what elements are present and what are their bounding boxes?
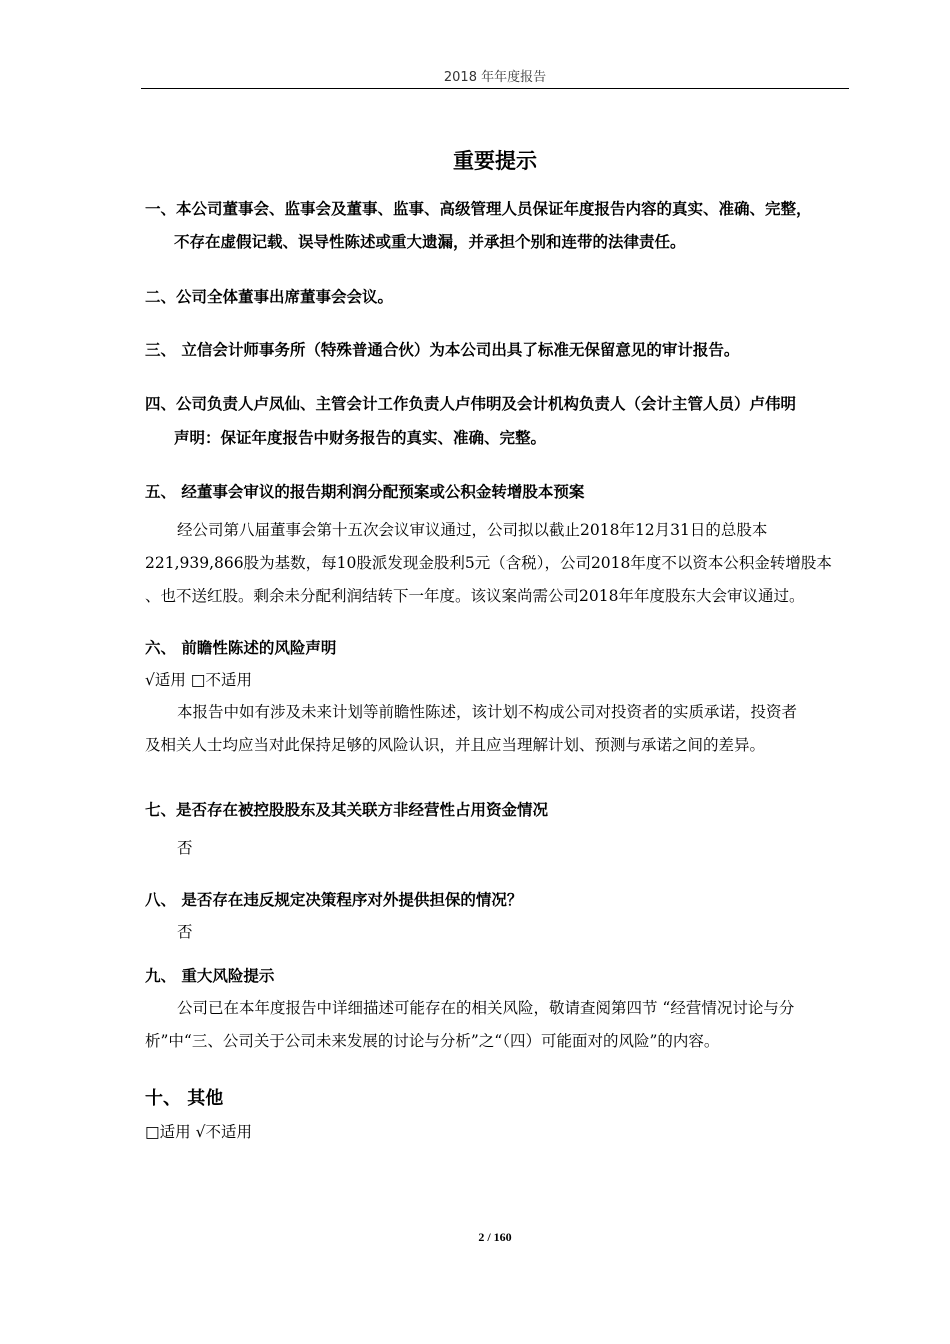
item-seven-heading: 七、是否存在被控股股东及其关联方非经营性占用资金情况 (145, 801, 549, 819)
item-one-line1: 一、本公司董事会、监事会及董事、监事、高级管理人员保证年度报告内容的真实、准确、完整， (145, 200, 812, 218)
item-five-line2: 221,939,866股为基数，每10股派发现金股利5元（含税），公司2018年度不以资本公积金转增股本 (145, 554, 832, 572)
item-seven-answer: 否 (177, 839, 193, 857)
item-six-line1: 本报告中如有涉及未来计划等前瞻性陈述，该计划不构成公司对投资者的实质承诺，投资者 (177, 703, 798, 721)
item-six-applicability: √适用 □不适用 (145, 671, 252, 689)
header-rule (141, 88, 849, 89)
item-three: 三、 立信会计师事务所（特殊普通合伙）为本公司出具了标准无保留意见的审计报告。 (145, 341, 740, 359)
item-five-line3: 、也不送红股。剩余未分配利润结转下一年度。该议案尚需公司2018年年度股东大会审议通过。 (145, 587, 805, 605)
item-five-heading: 五、 经董事会审议的报告期利润分配预案或公积金转增股本预案 (145, 483, 585, 501)
item-ten-applicability: □适用 √不适用 (145, 1123, 252, 1141)
item-six-heading: 六、 前瞻性陈述的风险声明 (145, 639, 337, 657)
item-nine-line1: 公司已在本年度报告中详细描述可能存在的相关风险，敬请查阅第四节 “经营情况讨论与分 (177, 999, 795, 1017)
page-title: 重要提示 (453, 149, 537, 173)
item-five-line1: 经公司第八届董事会第十五次会议审议通过，公司拟以截止2018年12月31日的总股本 (177, 521, 768, 539)
item-four-line1: 四、公司负责人卢凤仙、主管会计工作负责人卢伟明及会计机构负责人（会计主管人员）卢伟明 (145, 395, 797, 413)
item-one-line2: 不存在虚假记载、误导性陈述或重大遗漏，并承担个别和连带的法律责任。 (174, 233, 686, 251)
item-two: 二、公司全体董事出席董事会会议。 (145, 288, 394, 306)
item-eight-answer: 否 (177, 923, 193, 941)
page-number: 2 / 160 (478, 1230, 512, 1244)
item-nine-heading: 九、 重大风险提示 (145, 967, 275, 985)
item-ten-heading: 十、 其他 (145, 1088, 224, 1109)
item-six-line2: 及相关人士均应当对此保持足够的风险认识，并且应当理解计划、预测与承诺之间的差异。 (145, 736, 766, 754)
item-nine-line2: 析”中“三、公司关于公司未来发展的讨论与分析”之“（四）可能面对的风险”的内容。 (145, 1032, 720, 1050)
item-eight-heading: 八、 是否存在违反规定决策程序对外提供担保的情况？ (145, 891, 523, 909)
item-four-line2: 声明：保证年度报告中财务报告的真实、准确、完整。 (174, 429, 547, 447)
running-header: 2018 年年度报告 (443, 70, 547, 85)
